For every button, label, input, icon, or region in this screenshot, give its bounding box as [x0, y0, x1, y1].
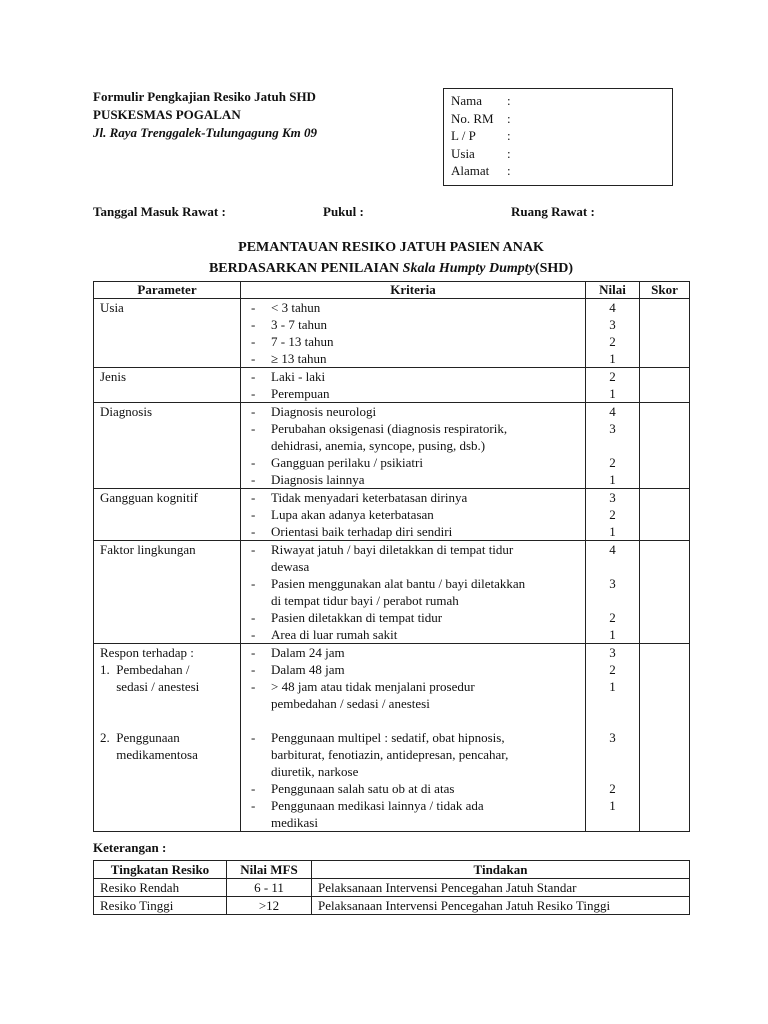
criteria-value: 3	[609, 730, 616, 745]
parameter-label: sedasi / anestesi	[100, 679, 200, 694]
bullet-dash: -	[251, 645, 256, 660]
parameter-label: Faktor lingkungan	[100, 542, 196, 557]
bullet-dash: -	[251, 404, 256, 419]
bullet-dash: -	[251, 334, 256, 349]
criteria-line: ≥ 13 tahun	[271, 351, 327, 366]
criteria-item	[241, 385, 585, 402]
criteria-value: 1	[609, 798, 616, 813]
criteria-item	[241, 368, 585, 385]
criteria-text	[271, 797, 585, 831]
patient-field-label: Nama	[451, 93, 483, 108]
criteria-item	[241, 644, 585, 661]
criteria-item	[241, 661, 585, 678]
value-cell	[586, 299, 640, 368]
criteria-line: pembedahan / sedasi / anestesi	[271, 696, 430, 711]
legend-action: Pelaksanaan Intervensi Pencegahan Jatuh Standar	[312, 879, 690, 897]
parameter-cell	[94, 299, 241, 368]
criteria-cell	[241, 368, 586, 403]
criteria-cell	[241, 541, 586, 644]
page-subtitle	[93, 261, 689, 277]
criteria-item	[241, 780, 585, 797]
criteria-line: Pasien diletakkan di tempat tidur	[271, 610, 443, 625]
patient-field-colon: :	[507, 128, 511, 143]
criteria-value: 1	[609, 679, 616, 694]
parameter-spacer	[100, 712, 240, 729]
bullet-dash: -	[251, 351, 256, 366]
criteria-text	[271, 541, 585, 575]
criteria-text	[271, 385, 585, 402]
patient-field-colon: :	[507, 93, 511, 108]
criteria-value: 4	[609, 404, 616, 419]
criteria-value: 4	[609, 542, 616, 557]
parameter-cell	[94, 368, 241, 403]
bullet-dash: -	[251, 369, 256, 384]
assessment-row	[94, 403, 690, 489]
criteria-text	[271, 368, 585, 385]
value-cell	[586, 644, 640, 832]
patient-field-colon: :	[507, 110, 511, 126]
criteria-text	[271, 454, 585, 471]
criteria-value: 1	[609, 472, 616, 487]
legend-header-action: Tindakan	[312, 861, 690, 879]
criteria-value: 3	[609, 645, 616, 660]
patient-field	[451, 127, 672, 145]
criteria-line: Laki - laki	[271, 369, 326, 384]
criteria-line: barbiturat, fenotiazin, antidepresan, pencahar,	[271, 747, 509, 762]
criteria-text	[271, 316, 585, 333]
criteria-line: Penggunaan medikasi lainnya / tidak ada	[271, 798, 484, 813]
criteria-item	[241, 454, 585, 471]
assessment-row	[94, 489, 690, 541]
criteria-item	[241, 489, 585, 506]
bullet-dash: -	[251, 730, 256, 745]
criteria-line: Lupa akan adanya keterbatasan	[271, 507, 434, 522]
criteria-line: Penggunaan salah satu ob at di atas	[271, 781, 455, 796]
bullet-dash: -	[251, 679, 256, 694]
criteria-line: > 48 jam atau tidak menjalani prosedur	[271, 679, 475, 694]
parameter-label: Usia	[100, 300, 124, 315]
criteria-item	[241, 729, 585, 780]
criteria-cell	[241, 489, 586, 541]
score-cell	[640, 489, 690, 541]
criteria-line: Diagnosis lainnya	[271, 472, 365, 487]
bullet-dash: -	[251, 421, 256, 436]
score-cell	[640, 368, 690, 403]
criteria-item	[241, 316, 585, 333]
criteria-item	[241, 626, 585, 643]
criteria-line: medikasi	[271, 815, 318, 830]
criteria-text	[271, 403, 585, 420]
legend-title: Keterangan :	[93, 840, 167, 855]
criteria-line: dewasa	[271, 559, 310, 574]
criteria-value: 1	[609, 524, 616, 539]
patient-field-colon: :	[507, 163, 511, 178]
subtitle-prefix: BERDASARKAN PENILAIAN	[208, 261, 403, 276]
value-cell	[586, 541, 640, 644]
admission-meta-row	[0, 204, 768, 222]
patient-field	[451, 145, 672, 163]
criteria-line: Riwayat jatuh / bayi diletakkan di tempat tidur	[271, 542, 514, 557]
parameter-cell	[94, 403, 241, 489]
subtitle-suffix: (SHD)	[534, 261, 574, 276]
criteria-text	[271, 523, 585, 540]
parameter-label: Gangguan kognitif	[100, 490, 198, 505]
institution-address: Jl. Raya Trenggalek-Tulungagung Km 09	[93, 125, 318, 140]
criteria-value: 1	[609, 351, 616, 366]
assessment-row	[94, 644, 690, 832]
score-cell	[640, 403, 690, 489]
legend-level: Resiko Rendah	[94, 879, 227, 897]
criteria-cell	[241, 299, 586, 368]
bullet-dash: -	[251, 455, 256, 470]
time-label: Pukul :	[323, 204, 364, 219]
criteria-line: di tempat tidur bayi / perabot rumah	[271, 593, 459, 608]
parameter-cell	[94, 644, 241, 832]
patient-field	[451, 92, 672, 110]
criteria-item	[241, 609, 585, 626]
criteria-text	[271, 609, 585, 626]
criteria-line: Perempuan	[271, 386, 330, 401]
bullet-dash: -	[251, 781, 256, 796]
value-cell	[586, 489, 640, 541]
parameter-label: Diagnosis	[100, 404, 152, 419]
criteria-text	[271, 780, 585, 797]
form-header	[93, 88, 423, 142]
assessment-header-row	[94, 282, 690, 299]
criteria-item	[241, 506, 585, 523]
criteria-line: diuretik, narkose	[271, 764, 359, 779]
legend-header-row	[94, 861, 690, 879]
criteria-item	[241, 471, 585, 488]
criteria-text	[271, 644, 585, 661]
criteria-text	[271, 471, 585, 488]
criteria-value: 2	[609, 369, 616, 384]
bullet-dash: -	[251, 576, 256, 591]
parameter-label: medikamentosa	[100, 747, 198, 762]
criteria-line: Diagnosis neurologi	[271, 404, 377, 419]
criteria-spacer	[241, 712, 585, 729]
patient-field-label: L / P	[451, 128, 476, 143]
ward-label: Ruang Rawat :	[511, 204, 595, 219]
criteria-value: 2	[609, 662, 616, 677]
criteria-line: Gangguan perilaku / psikiatri	[271, 455, 423, 470]
value-spacer	[586, 712, 639, 729]
bullet-dash: -	[251, 490, 256, 505]
bullet-dash: -	[251, 472, 256, 487]
value-cell	[586, 368, 640, 403]
criteria-line: dehidrasi, anemia, syncope, pusing, dsb.)	[271, 438, 486, 453]
criteria-text	[271, 333, 585, 350]
bullet-dash: -	[251, 507, 256, 522]
criteria-value: 2	[609, 455, 616, 470]
bullet-dash: -	[251, 386, 256, 401]
bullet-dash: -	[251, 300, 256, 315]
criteria-line: Orientasi baik terhadap diri sendiri	[271, 524, 453, 539]
criteria-value: 3	[609, 317, 616, 332]
criteria-value: 2	[609, 507, 616, 522]
criteria-value: 1	[609, 386, 616, 401]
bullet-dash: -	[251, 542, 256, 557]
legend-row	[94, 879, 690, 897]
admission-date-label: Tanggal Masuk Rawat :	[93, 204, 226, 219]
patient-field	[451, 110, 672, 128]
criteria-line: Penggunaan multipel : sedatif, obat hipnosis,	[271, 730, 505, 745]
score-cell	[640, 541, 690, 644]
criteria-line: Perubahan oksigenasi (diagnosis respiratorik,	[271, 421, 508, 436]
value-cell	[586, 403, 640, 489]
parameter-label: Respon terhadap :	[100, 645, 194, 660]
criteria-value: 1	[609, 627, 616, 642]
criteria-text	[271, 626, 585, 643]
patient-field-label: No. RM	[451, 110, 494, 126]
criteria-text	[271, 729, 585, 780]
score-cell	[640, 644, 690, 832]
legend-header-level: Tingkatan Resiko	[94, 861, 227, 879]
patient-field-colon: :	[507, 145, 511, 161]
bullet-dash: -	[251, 798, 256, 813]
criteria-item	[241, 333, 585, 350]
legend-mfs: >12	[227, 897, 312, 915]
form-title: Formulir Pengkajian Resiko Jatuh SHD	[93, 89, 316, 104]
criteria-value: 3	[609, 576, 616, 591]
parameter-label: Jenis	[100, 369, 126, 384]
page-title: PEMANTAUAN RESIKO JATUH PASIEN ANAK	[238, 240, 544, 255]
patient-identity-box	[443, 88, 673, 186]
criteria-value: 3	[609, 421, 616, 436]
criteria-cell	[241, 403, 586, 489]
criteria-text	[271, 661, 585, 678]
criteria-text	[271, 678, 585, 712]
criteria-item	[241, 797, 585, 831]
bullet-dash: -	[251, 524, 256, 539]
criteria-value: 2	[609, 781, 616, 796]
patient-field	[451, 162, 672, 180]
bullet-dash: -	[251, 627, 256, 642]
criteria-line: 3 - 7 tahun	[271, 317, 327, 332]
criteria-item	[241, 350, 585, 367]
bullet-dash: -	[251, 317, 256, 332]
criteria-text	[271, 299, 585, 316]
parameter-label: 1. Pembedahan /	[100, 662, 190, 677]
criteria-item	[241, 678, 585, 712]
criteria-text	[271, 506, 585, 523]
criteria-value: 2	[609, 334, 616, 349]
criteria-line: Dalam 24 jam	[271, 645, 345, 660]
criteria-line: Dalam 48 jam	[271, 662, 345, 677]
assessment-row	[94, 541, 690, 644]
parameter-label: 2. Penggunaan	[100, 730, 180, 745]
legend-row	[94, 897, 690, 915]
criteria-text	[271, 575, 585, 609]
assessment-table	[93, 281, 690, 832]
legend-action: Pelaksanaan Intervensi Pencegahan Jatuh Resiko Tinggi	[312, 897, 690, 915]
bullet-dash: -	[251, 662, 256, 677]
criteria-text	[271, 420, 585, 454]
criteria-value: 3	[609, 490, 616, 505]
header-nilai: Nilai	[586, 282, 640, 299]
patient-field-label: Usia	[451, 145, 475, 161]
criteria-line: Pasien menggunakan alat bantu / bayi diletakkan	[271, 576, 526, 591]
criteria-text	[271, 489, 585, 506]
criteria-item	[241, 403, 585, 420]
criteria-line: 7 - 13 tahun	[271, 334, 334, 349]
legend-level: Resiko Tinggi	[94, 897, 227, 915]
criteria-line: < 3 tahun	[271, 300, 321, 315]
legend-mfs: 6 - 11	[227, 879, 312, 897]
criteria-item	[241, 575, 585, 609]
criteria-item	[241, 523, 585, 540]
subtitle-scale-name: Skala Humpty Dumpty	[402, 261, 535, 276]
score-cell	[640, 299, 690, 368]
bullet-dash: -	[251, 610, 256, 625]
assessment-row	[94, 368, 690, 403]
header-skor: Skor	[640, 282, 690, 299]
criteria-line: Area di luar rumah sakit	[271, 627, 398, 642]
assessment-row	[94, 299, 690, 368]
legend-header-mfs: Nilai MFS	[227, 861, 312, 879]
institution-name: PUSKESMAS POGALAN	[93, 107, 241, 122]
criteria-item	[241, 420, 585, 454]
parameter-cell	[94, 489, 241, 541]
parameter-spacer	[100, 695, 240, 712]
criteria-value: 4	[609, 300, 616, 315]
header-parameter: Parameter	[94, 282, 241, 299]
patient-field-label: Alamat	[451, 163, 490, 178]
criteria-value: 2	[609, 610, 616, 625]
parameter-cell	[94, 541, 241, 644]
criteria-cell	[241, 644, 586, 832]
header-kriteria: Kriteria	[241, 282, 586, 299]
criteria-item	[241, 299, 585, 316]
criteria-line: Tidak menyadari keterbatasan dirinya	[271, 490, 468, 505]
risk-legend-table	[93, 860, 690, 915]
criteria-text	[271, 350, 585, 367]
criteria-item	[241, 541, 585, 575]
